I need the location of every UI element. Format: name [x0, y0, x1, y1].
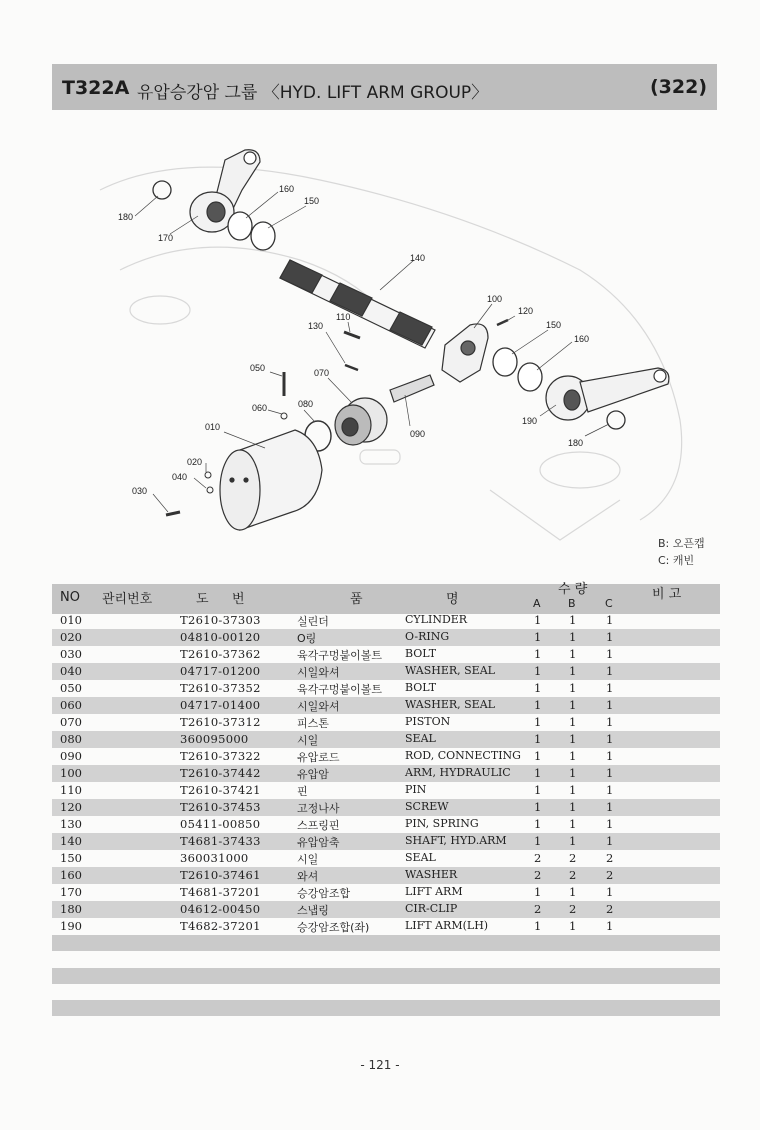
empty-table-row	[52, 1000, 720, 1016]
row-part-no: 04810-00120	[180, 630, 261, 644]
row-no: 020	[60, 630, 82, 644]
callout-label: 100	[487, 294, 503, 304]
row-qty-c: 1	[606, 681, 614, 695]
table-row	[52, 612, 720, 629]
callout-label: 130	[308, 321, 324, 331]
row-qty-c: 1	[606, 630, 614, 644]
row-part-no: 04612-00450	[180, 902, 261, 916]
callout-label: 090	[410, 429, 426, 439]
empty-table-row	[52, 935, 720, 951]
row-qty-b: 1	[569, 800, 577, 814]
row-no: 160	[60, 868, 82, 882]
callout-label: 140	[410, 253, 426, 263]
row-qty-a: 1	[534, 732, 542, 746]
legend-open-cab: B: 오픈캡	[658, 537, 705, 550]
table-row	[52, 918, 720, 935]
bolt-030	[166, 512, 180, 515]
washer-160-right	[518, 363, 542, 391]
row-no: 090	[60, 749, 82, 763]
row-part-no: T2610-37421	[180, 783, 261, 797]
row-part-no: T2610-37461	[180, 868, 261, 882]
row-part-no: T2610-37312	[180, 715, 261, 729]
row-qty-c: 1	[606, 664, 614, 678]
section-code: T322A	[62, 77, 130, 99]
empty-table-row	[52, 968, 720, 984]
row-no: 100	[60, 766, 82, 780]
row-qty-c: 1	[606, 919, 614, 933]
row-name-eng: BOLT	[405, 681, 437, 694]
row-name-kor: 실린더	[297, 615, 329, 628]
row-name-kor: 핀	[297, 785, 308, 798]
callout-label: 020	[187, 457, 203, 467]
row-name-eng: SHAFT, HYD.ARM	[405, 834, 507, 847]
callout-label: 030	[132, 486, 148, 496]
table-row	[52, 629, 720, 646]
row-name-eng: SEAL	[405, 851, 436, 864]
row-part-no: 360031000	[180, 851, 249, 865]
row-no: 130	[60, 817, 82, 831]
callout-label: 150	[304, 196, 320, 206]
page-reference: (322)	[650, 76, 708, 98]
callout-label: 160	[574, 334, 590, 344]
row-name-eng: PIN	[405, 783, 427, 796]
col-header-c: C	[605, 597, 613, 610]
table-row	[52, 782, 720, 799]
row-qty-c: 1	[606, 749, 614, 763]
piston-070	[335, 398, 387, 445]
row-name-kor: 승강암조합(좌)	[297, 921, 370, 934]
col-header-quantity: 수 량	[558, 582, 588, 597]
row-qty-b: 1	[569, 715, 577, 729]
col-header-drawing-1: 도	[196, 592, 209, 607]
row-name-eng: BOLT	[405, 647, 437, 660]
exploded-parts-diagram	[60, 120, 720, 580]
row-part-no: T2610-37442	[180, 766, 261, 780]
row-name-kor: O링	[297, 632, 317, 645]
row-qty-a: 1	[534, 783, 542, 797]
row-qty-c: 1	[606, 800, 614, 814]
row-no: 190	[60, 919, 82, 933]
callout-label: 110	[336, 312, 351, 322]
hydraulic-arm-100	[442, 324, 488, 382]
row-no: 170	[60, 885, 82, 899]
row-qty-c: 1	[606, 613, 614, 627]
col-header-no: NO	[60, 590, 80, 605]
row-qty-b: 1	[569, 817, 577, 831]
row-name-kor: 승강암조합	[297, 887, 351, 900]
col-header-name-2: 명	[446, 592, 459, 607]
row-qty-a: 1	[534, 715, 542, 729]
row-qty-b: 2	[569, 868, 577, 882]
row-qty-c: 1	[606, 698, 614, 712]
row-name-eng: SCREW	[405, 800, 449, 813]
row-name-eng: LIFT ARM(LH)	[405, 919, 489, 932]
row-name-kor: 와셔	[297, 870, 319, 883]
callout-label: 050	[250, 363, 266, 373]
col-header-drawing-2: 번	[232, 592, 245, 607]
table-row	[52, 799, 720, 816]
table-row	[52, 816, 720, 833]
row-qty-b: 1	[569, 885, 577, 899]
row-qty-b: 1	[569, 834, 577, 848]
row-no: 110	[60, 783, 82, 797]
lift-arm-lh-190	[546, 368, 669, 420]
row-qty-a: 1	[534, 834, 542, 848]
row-no: 050	[60, 681, 82, 695]
row-qty-a: 1	[534, 664, 542, 678]
row-qty-b: 1	[569, 919, 577, 933]
shaft-140	[280, 260, 435, 348]
row-qty-a: 1	[534, 766, 542, 780]
table-row	[52, 714, 720, 731]
row-name-eng: CYLINDER	[405, 613, 468, 626]
row-qty-b: 1	[569, 749, 577, 763]
row-qty-c: 1	[606, 783, 614, 797]
row-name-kor: 고정나사	[297, 802, 340, 815]
table-row	[52, 731, 720, 748]
row-qty-b: 2	[569, 902, 577, 916]
row-name-eng: SEAL	[405, 732, 436, 745]
row-name-eng: PIN, SPRING	[405, 817, 479, 830]
row-name-eng: PISTON	[405, 715, 451, 728]
row-part-no: T2610-37352	[180, 681, 261, 695]
row-name-kor: 스냅링	[297, 904, 329, 917]
row-name-eng: O-RING	[405, 630, 450, 643]
callout-label: 170	[158, 233, 174, 243]
row-qty-b: 1	[569, 766, 577, 780]
row-qty-a: 1	[534, 817, 542, 831]
legend-cabin: C: 캐빈	[658, 554, 695, 567]
row-name-kor: 유압로드	[297, 751, 340, 764]
table-row	[52, 646, 720, 663]
spring-pin-130	[345, 365, 358, 370]
row-qty-b: 1	[569, 783, 577, 797]
table-row	[52, 867, 720, 884]
col-header-a: A	[533, 597, 541, 610]
row-name-kor: 유압암축	[297, 836, 340, 849]
col-header-remarks: 비 고	[652, 587, 682, 602]
row-qty-c: 2	[606, 851, 614, 865]
seal-washer-040	[207, 487, 213, 493]
col-header-name-1: 품	[350, 592, 363, 607]
row-qty-c: 1	[606, 885, 614, 899]
row-name-kor: 시일	[297, 853, 319, 866]
row-qty-c: 1	[606, 834, 614, 848]
row-name-eng: ROD, CONNECTING	[405, 749, 521, 762]
row-qty-b: 1	[569, 647, 577, 661]
row-qty-a: 1	[534, 647, 542, 661]
row-name-eng: WASHER, SEAL	[405, 664, 495, 677]
row-qty-a: 1	[534, 749, 542, 763]
callout-label: 080	[298, 399, 314, 409]
row-qty-c: 1	[606, 715, 614, 729]
row-name-eng: LIFT ARM	[405, 885, 463, 898]
row-qty-a: 1	[534, 698, 542, 712]
row-part-no: T4682-37201	[180, 919, 261, 933]
row-qty-a: 1	[534, 800, 542, 814]
row-no: 120	[60, 800, 82, 814]
row-no: 030	[60, 647, 82, 661]
row-part-no: T2610-37303	[180, 613, 261, 627]
row-name-eng: WASHER, SEAL	[405, 698, 495, 711]
table-row	[52, 850, 720, 867]
row-qty-b: 1	[569, 613, 577, 627]
callout-label: 180	[118, 212, 134, 222]
row-part-no: 04717-01200	[180, 664, 261, 678]
row-name-kor: 육각구멍붙이볼트	[297, 683, 383, 696]
table-row	[52, 697, 720, 714]
page-number: - 121 -	[360, 1058, 400, 1072]
row-name-kor: 유압암	[297, 768, 329, 781]
row-qty-c: 2	[606, 868, 614, 882]
row-qty-c: 1	[606, 647, 614, 661]
row-part-no: T4681-37433	[180, 834, 261, 848]
table-row	[52, 748, 720, 765]
callout-label: 040	[172, 472, 188, 482]
o-ring-020	[205, 472, 211, 478]
row-no: 140	[60, 834, 82, 848]
row-no: 150	[60, 851, 82, 865]
col-header-mgmt-no: 관리번호	[102, 592, 153, 607]
row-part-no: T2610-37362	[180, 647, 261, 661]
col-header-b: B	[568, 597, 576, 610]
row-qty-a: 1	[534, 681, 542, 695]
row-name-eng: ARM, HYDRAULIC	[405, 766, 511, 779]
row-name-kor: 시일	[297, 734, 319, 747]
row-qty-b: 1	[569, 732, 577, 746]
row-name-kor: 시일와셔	[297, 666, 340, 679]
row-part-no: 05411-00850	[180, 817, 261, 831]
row-name-eng: CIR-CLIP	[405, 902, 458, 915]
row-part-no: T2610-37453	[180, 800, 261, 814]
table-row	[52, 680, 720, 697]
callout-label: 070	[314, 368, 330, 378]
row-qty-a: 1	[534, 919, 542, 933]
row-no: 060	[60, 698, 82, 712]
connecting-rod-090	[390, 375, 434, 402]
row-name-kor: 스프링핀	[297, 819, 340, 832]
pin-110	[344, 332, 360, 338]
row-qty-a: 2	[534, 868, 542, 882]
row-qty-b: 1	[569, 630, 577, 644]
page-title: 유압승강암 그룹 〈HYD. LIFT ARM GROUP〉	[137, 83, 489, 103]
row-no: 080	[60, 732, 82, 746]
callout-label: 160	[279, 184, 295, 194]
callout-label: 120	[518, 306, 534, 316]
row-name-eng: WASHER	[405, 868, 458, 881]
seal-150-right	[493, 348, 517, 376]
row-qty-c: 2	[606, 902, 614, 916]
row-qty-a: 1	[534, 613, 542, 627]
callout-label: 180	[568, 438, 584, 448]
row-qty-a: 1	[534, 885, 542, 899]
table-row	[52, 884, 720, 901]
row-qty-a: 2	[534, 902, 542, 916]
row-no: 010	[60, 613, 82, 627]
row-name-kor: 육각구멍붙이볼트	[297, 649, 383, 662]
row-no: 070	[60, 715, 82, 729]
table-row	[52, 833, 720, 850]
row-qty-c: 1	[606, 732, 614, 746]
row-qty-c: 1	[606, 766, 614, 780]
table-row	[52, 901, 720, 918]
row-qty-b: 1	[569, 664, 577, 678]
row-qty-c: 1	[606, 817, 614, 831]
row-no: 040	[60, 664, 82, 678]
row-qty-a: 1	[534, 630, 542, 644]
row-no: 180	[60, 902, 82, 916]
callout-label: 190	[522, 416, 538, 426]
callout-label: 010	[205, 422, 221, 432]
callout-label: 150	[546, 320, 562, 330]
cylinder-010	[220, 430, 322, 530]
row-qty-b: 2	[569, 851, 577, 865]
row-name-kor: 시일와셔	[297, 700, 340, 713]
table-row	[52, 663, 720, 680]
circlip-180-left	[153, 181, 171, 199]
row-part-no: 04717-01400	[180, 698, 261, 712]
row-part-no: T2610-37322	[180, 749, 261, 763]
row-qty-b: 1	[569, 681, 577, 695]
row-qty-a: 2	[534, 851, 542, 865]
circlip-180-right	[607, 411, 625, 429]
row-part-no: T4681-37201	[180, 885, 261, 899]
row-part-no: 360095000	[180, 732, 249, 746]
callout-label: 060	[252, 403, 268, 413]
row-name-kor: 피스톤	[297, 717, 329, 730]
row-qty-b: 1	[569, 698, 577, 712]
table-row	[52, 765, 720, 782]
